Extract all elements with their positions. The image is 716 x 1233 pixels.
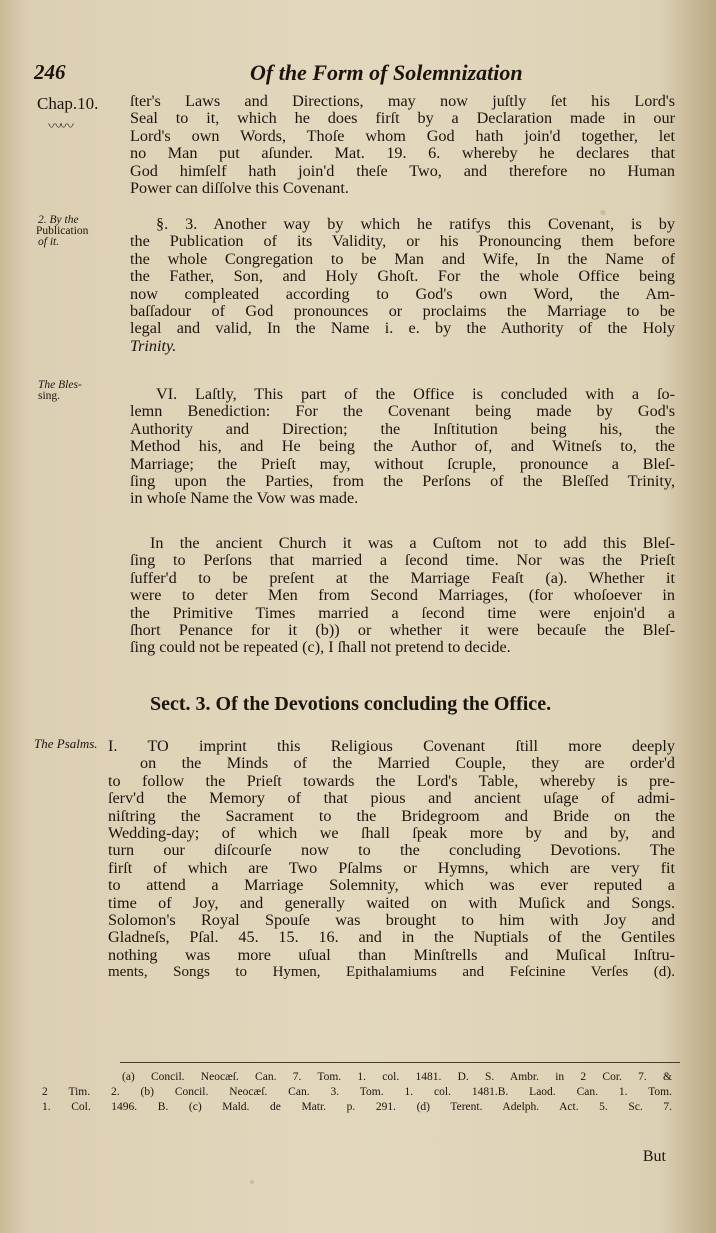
text-line: Solomon's Royal Spouſe was brought to him with Joy and [108, 911, 675, 929]
chapter-label: Chap.10. [37, 94, 99, 113]
text-line: ments, Songs to Hymen, Epithalamiums and Feſcinine Verſes (d). [108, 964, 675, 981]
page-number: 246 [34, 60, 66, 84]
text-line: Wedding-day; of which we ſhall ſpeak more by and by, and [108, 824, 675, 842]
text-line: were to deter Men from Second Marriages, (for whoſoever in [130, 587, 675, 605]
footnote-line: (a) Concil. Neocæſ. Can. 7. Tom. 1. col. 1481. D. S. Ambr. in 2 Cor. 7. & [122, 1071, 672, 1083]
text-line: legal and valid, In the Name i. e. by the Authority of the Holy [130, 320, 675, 338]
paragraph-5 [108, 738, 675, 981]
footnote-rule [120, 1062, 680, 1063]
text-line: the whole Congregation to be Man and Wife, In the Name of [130, 250, 675, 268]
text-line: Power can diſſolve this Covenant. [130, 179, 349, 197]
text-line: Authority and Direction; the Inſtitution being his, the [130, 420, 675, 438]
text-line: ſuffer'd to be preſent at the Marriage Feaſt (a). Whether it [130, 569, 675, 587]
text-line: the Father, Son, and Holy Ghoſt. For the whole Office being [130, 268, 675, 286]
ornament-flourish: 〰〰 [48, 120, 72, 135]
text-line: to follow the Prieſt towards the Lord's Table, whereby is pre- [108, 772, 675, 790]
text-line: on the Minds of the Married Couple, they are order'd [140, 755, 675, 773]
text-line: baſſadour of God pronounces or proclaims the Marriage to be [130, 302, 675, 320]
text-line: Method his, and He being the Author of, and Witneſs to, the [130, 438, 675, 456]
paragraph-4 [130, 535, 675, 657]
text-line: niſtring the Sacrament to the Bridegroom and Bride on the [108, 807, 675, 825]
text-line: VI. Laſtly, This part of the Office is concluded with a ſo- [156, 386, 675, 403]
text-line: Lord's own Words, Thoſe whom God hath join'd together, let [130, 127, 675, 145]
paragraph-1 [130, 93, 675, 197]
text-line: ſing could not be repeated (c), I ſhall not pretend to decide. [130, 639, 511, 657]
text-line: in whoſe Name the Vow was made. [130, 490, 359, 508]
footnotes [42, 1070, 672, 1115]
text-line: Gladneſs, Pſal. 45. 15. 16. and in the Nuptials of the Gentiles [108, 929, 675, 947]
text-line: no Man put aſunder. Mat. 19. 6. whereby he declares that [130, 145, 675, 163]
margin-note-line: The Bles- [38, 379, 82, 391]
text-line: Marriage; the Prieſt may, without ſcruple, pronounce a Bleſ- [130, 455, 675, 473]
text-line: ſerv'd the Memory of that pious and ancient uſage of admi- [108, 790, 675, 808]
section-heading: Sect. 3. Of the Devotions concluding the Office. [150, 693, 552, 715]
text-line: firſt of which are Two Pſalms or Hymns, which are very fit [108, 859, 675, 877]
running-title: Of the Form of Solemnization [250, 60, 523, 85]
margin-note-line: 2. By the [38, 214, 79, 226]
text-line: God himſelf hath join'd theſe Two, and therefore no Human [130, 162, 675, 180]
margin-note-blessing [38, 380, 82, 402]
catchword: But [642, 1148, 666, 1165]
margin-note-psalms [34, 738, 98, 749]
text-line: to attend a Marriage Solemnity, which was ever reputed a [108, 877, 675, 895]
text-line: §. 3. Another way by which he ratifys this Covenant, is by [156, 216, 675, 233]
text-line: the Primitive Times married a ſecond time were enjoin'd a [130, 604, 675, 622]
text-line: ſing upon the Parties, from the Perſons of the Bleſſed Trinity, [130, 472, 675, 490]
text-line: I. TO imprint this Religious Covenant ſtill more deeply [108, 738, 675, 755]
text-line: ſter's Laws and Directions, may now juſtly ſet his Lord's [130, 93, 675, 110]
text-line: now compleated according to God's own Word, the Am- [130, 285, 675, 303]
footnote-line: 1. Col. 1496. B. (c) Mald. de Matr. p. 291. (d) Terent. Adelph. Act. 5. Sc. 7. [42, 1101, 672, 1113]
ink-speck [250, 1180, 254, 1184]
text-line: ſing to Perſons that married a ſecond time. Nor was the Prieſt [130, 552, 675, 570]
text-line: lemn Benediction: For the Covenant being made by God's [130, 403, 675, 421]
margin-note-line: sing. [38, 390, 61, 402]
margin-note-publication [38, 215, 88, 248]
text-line: turn our diſcourſe now to the concluding Devotions. The [108, 842, 675, 860]
text-line: In the ancient Church it was a Cuſtom not to add this Bleſ- [150, 535, 675, 552]
text-line: the Publication of its Validity, or his Pronouncing them before [130, 233, 675, 251]
paragraph-3 [130, 386, 675, 508]
margin-note-line: The Psalms. [34, 736, 98, 751]
text-line: nothing was more uſual than Minſtrells and Muſical Inſtru- [108, 946, 675, 964]
text-line: time of Joy, and generally waited on with Muſick and Songs. [108, 894, 675, 912]
margin-note-line: of it. [38, 236, 60, 248]
text-line: Seal to it, which he does firſt by a Declaration made in our [130, 110, 675, 128]
text-line: ſhort Penance for it (b)) or whether it were becauſe the Bleſ- [130, 621, 675, 639]
footnote-line: 2 Tim. 2. (b) Concil. Neocæſ. Can. 3. Tom. 1. col. 1481.B. Laod. Can. 1. Tom. [42, 1086, 672, 1098]
ink-speck [600, 210, 606, 215]
text-line: Trinity. [130, 337, 177, 355]
paragraph-2 [130, 216, 675, 355]
margin-note-line: Publication [36, 225, 89, 237]
